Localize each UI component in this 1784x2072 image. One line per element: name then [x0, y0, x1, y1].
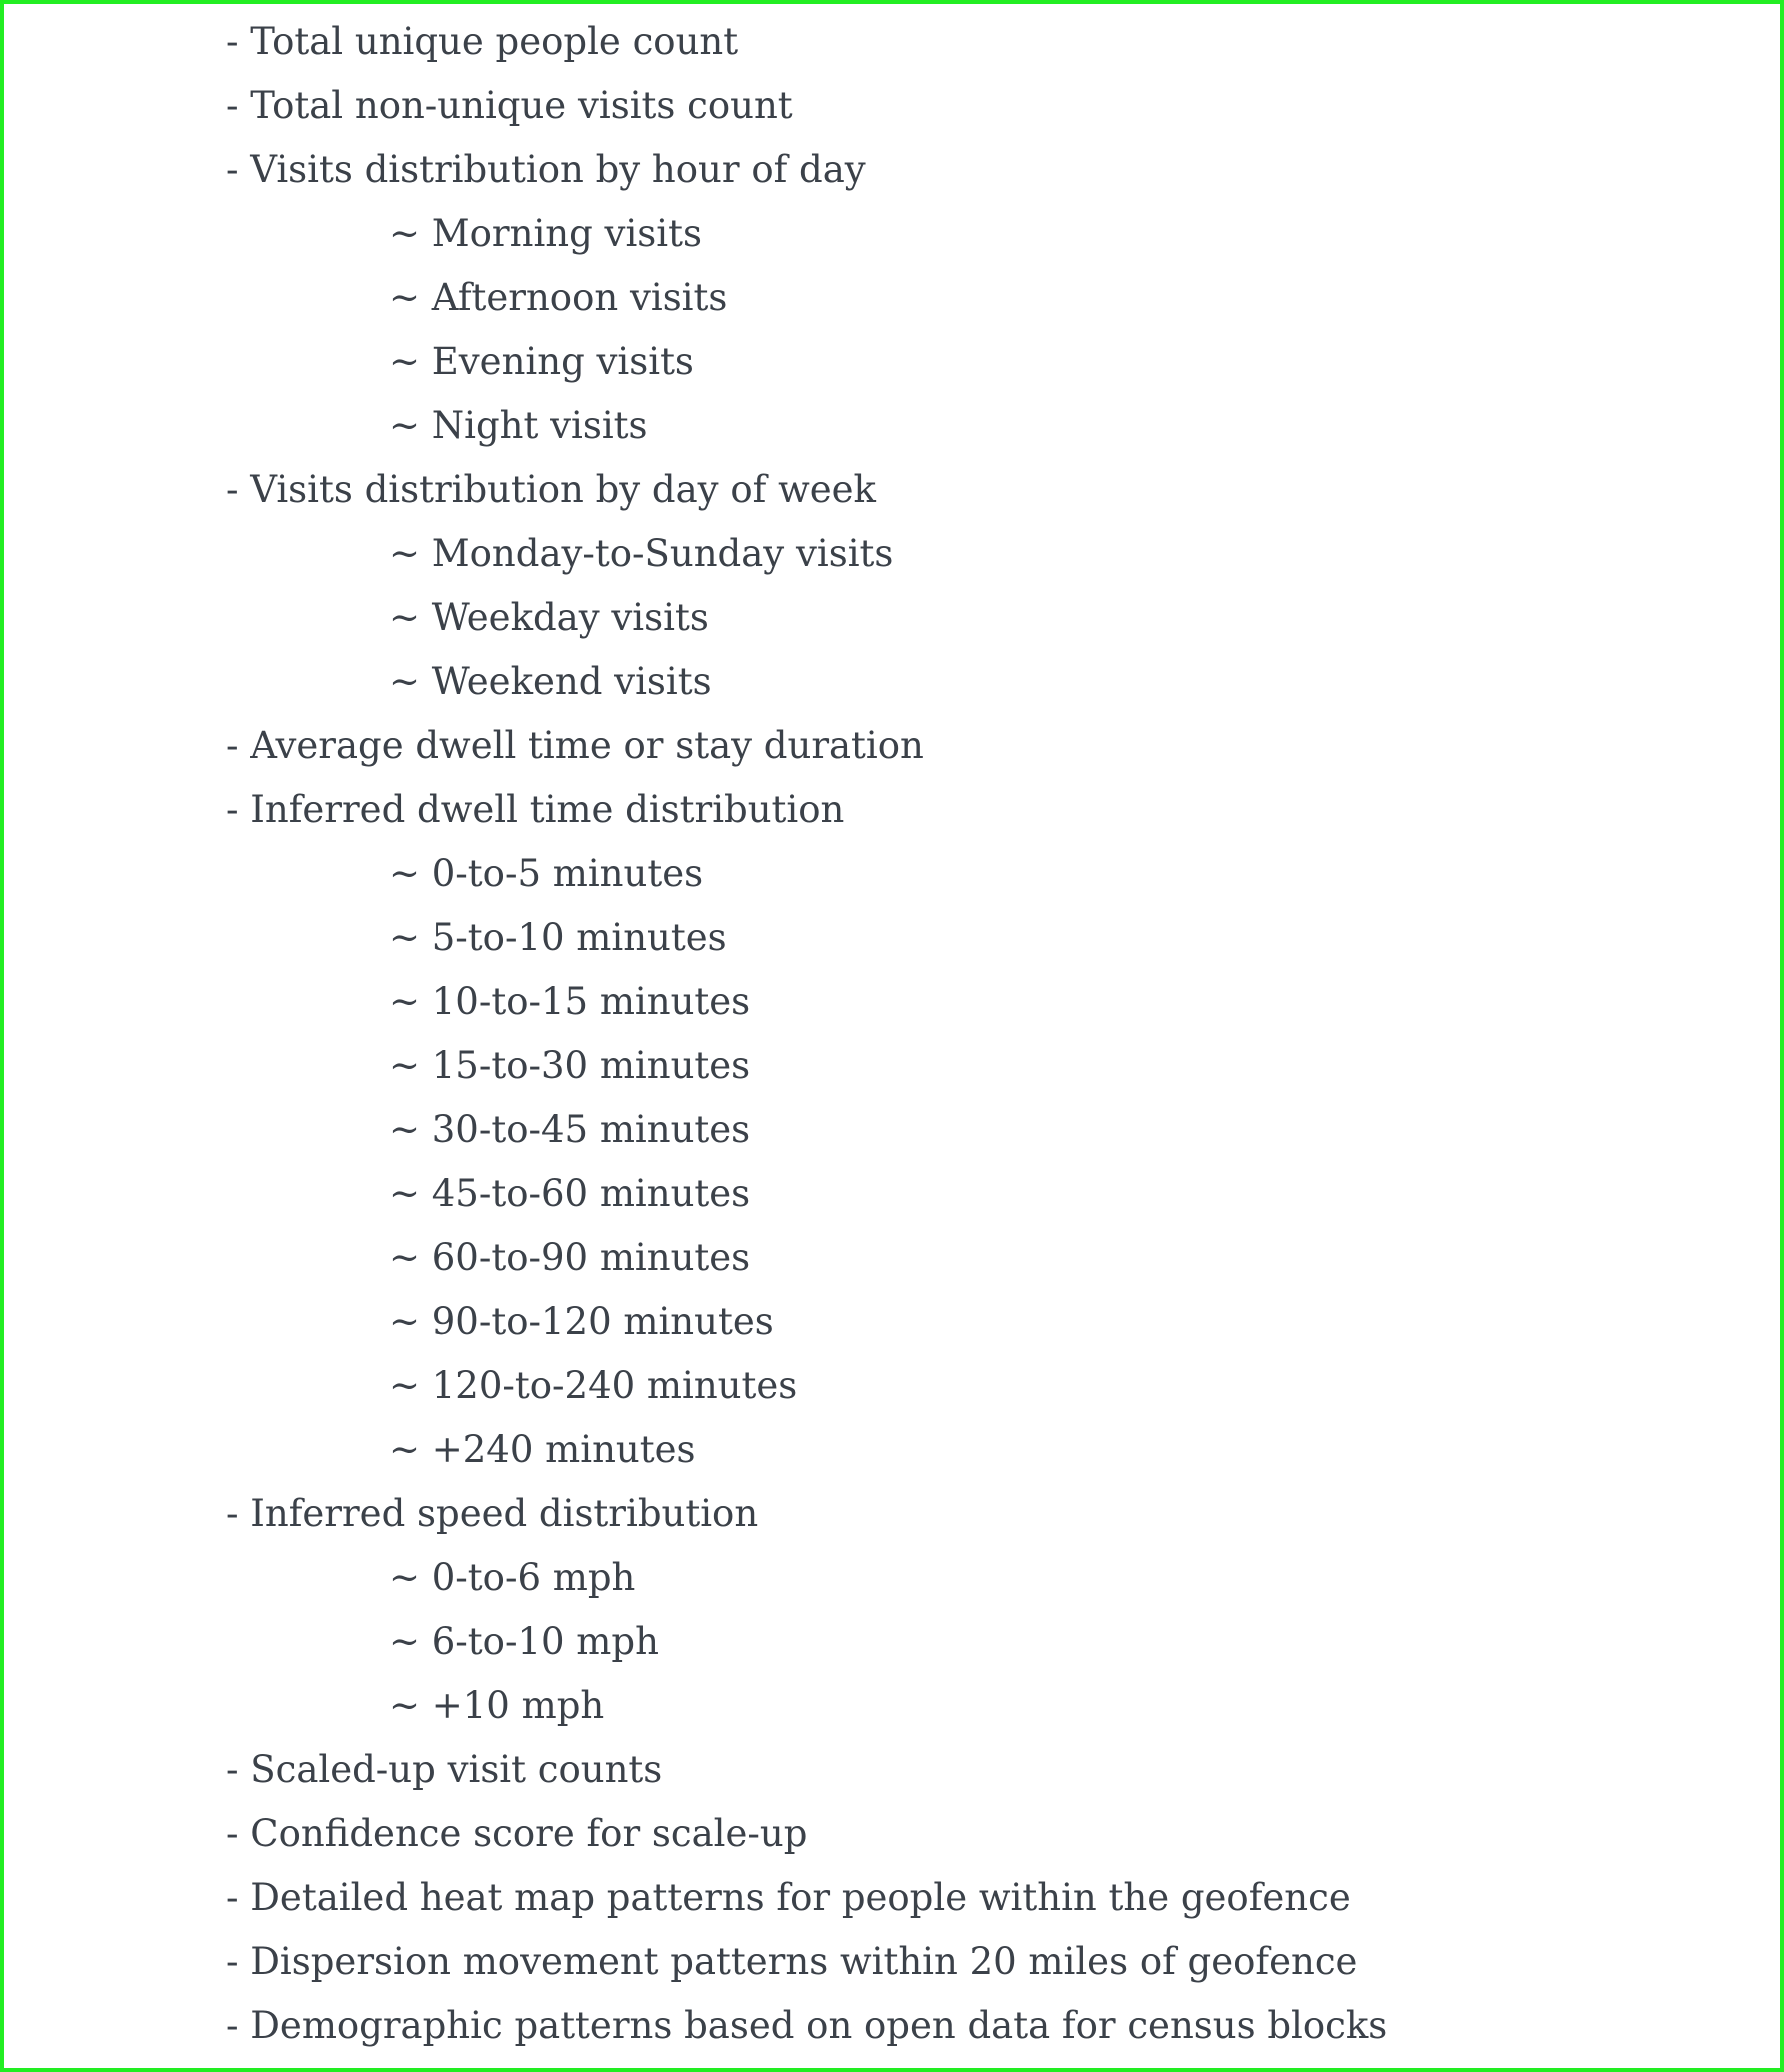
- list-item: - Visits distribution by hour of day: [226, 148, 866, 191]
- list-subitem: ~ 10-to-15 minutes: [389, 980, 751, 1023]
- list-item: - Scaled-up visit counts: [226, 1748, 663, 1791]
- list-item: - Inferred speed distribution: [226, 1492, 759, 1535]
- list-subitem: ~ Night visits: [389, 404, 648, 447]
- list-subitem: ~ 45-to-60 minutes: [389, 1172, 751, 1215]
- list-subitem: ~ Morning visits: [389, 212, 702, 255]
- list-item: - Total non-unique visits count: [226, 84, 793, 127]
- list-item: - Average dwell time or stay duration: [226, 724, 924, 767]
- list-item: - Total unique people count: [226, 20, 739, 63]
- list-subitem: ~ 6-to-10 mph: [389, 1620, 659, 1663]
- list-subitem: ~ Afternoon visits: [389, 276, 728, 319]
- list-item: - Visits distribution by day of week: [226, 468, 876, 511]
- list-subitem: ~ 5-to-10 minutes: [389, 916, 727, 959]
- list-item: - Confidence score for scale-up: [226, 1812, 808, 1855]
- list-subitem: ~ +10 mph: [389, 1684, 605, 1727]
- list-subitem: ~ Weekday visits: [389, 596, 709, 639]
- list-item: - Demographic patterns based on open data for census blocks: [226, 2004, 1388, 2047]
- list-subitem: ~ Monday-to-Sunday visits: [389, 532, 894, 575]
- list-subitem: ~ 0-to-6 mph: [389, 1556, 636, 1599]
- list-subitem: ~ +240 minutes: [389, 1428, 696, 1471]
- list-subitem: ~ 15-to-30 minutes: [389, 1044, 751, 1087]
- list-subitem: ~ Evening visits: [389, 340, 694, 383]
- list-item: - Dispersion movement patterns within 20 miles of geofence: [226, 1940, 1358, 1983]
- list-subitem: ~ 120-to-240 minutes: [389, 1364, 798, 1407]
- list-item: - Detailed heat map patterns for people within the geofence: [226, 1876, 1351, 1919]
- list-subitem: ~ 60-to-90 minutes: [389, 1236, 751, 1279]
- list-subitem: ~ Weekend visits: [389, 660, 712, 703]
- list-item: - Inferred dwell time distribution: [226, 788, 845, 831]
- list-subitem: ~ 30-to-45 minutes: [389, 1108, 751, 1151]
- list-subitem: ~ 90-to-120 minutes: [389, 1300, 774, 1343]
- feature-list: [226, 10, 1387, 2058]
- list-subitem: ~ 0-to-5 minutes: [389, 852, 704, 895]
